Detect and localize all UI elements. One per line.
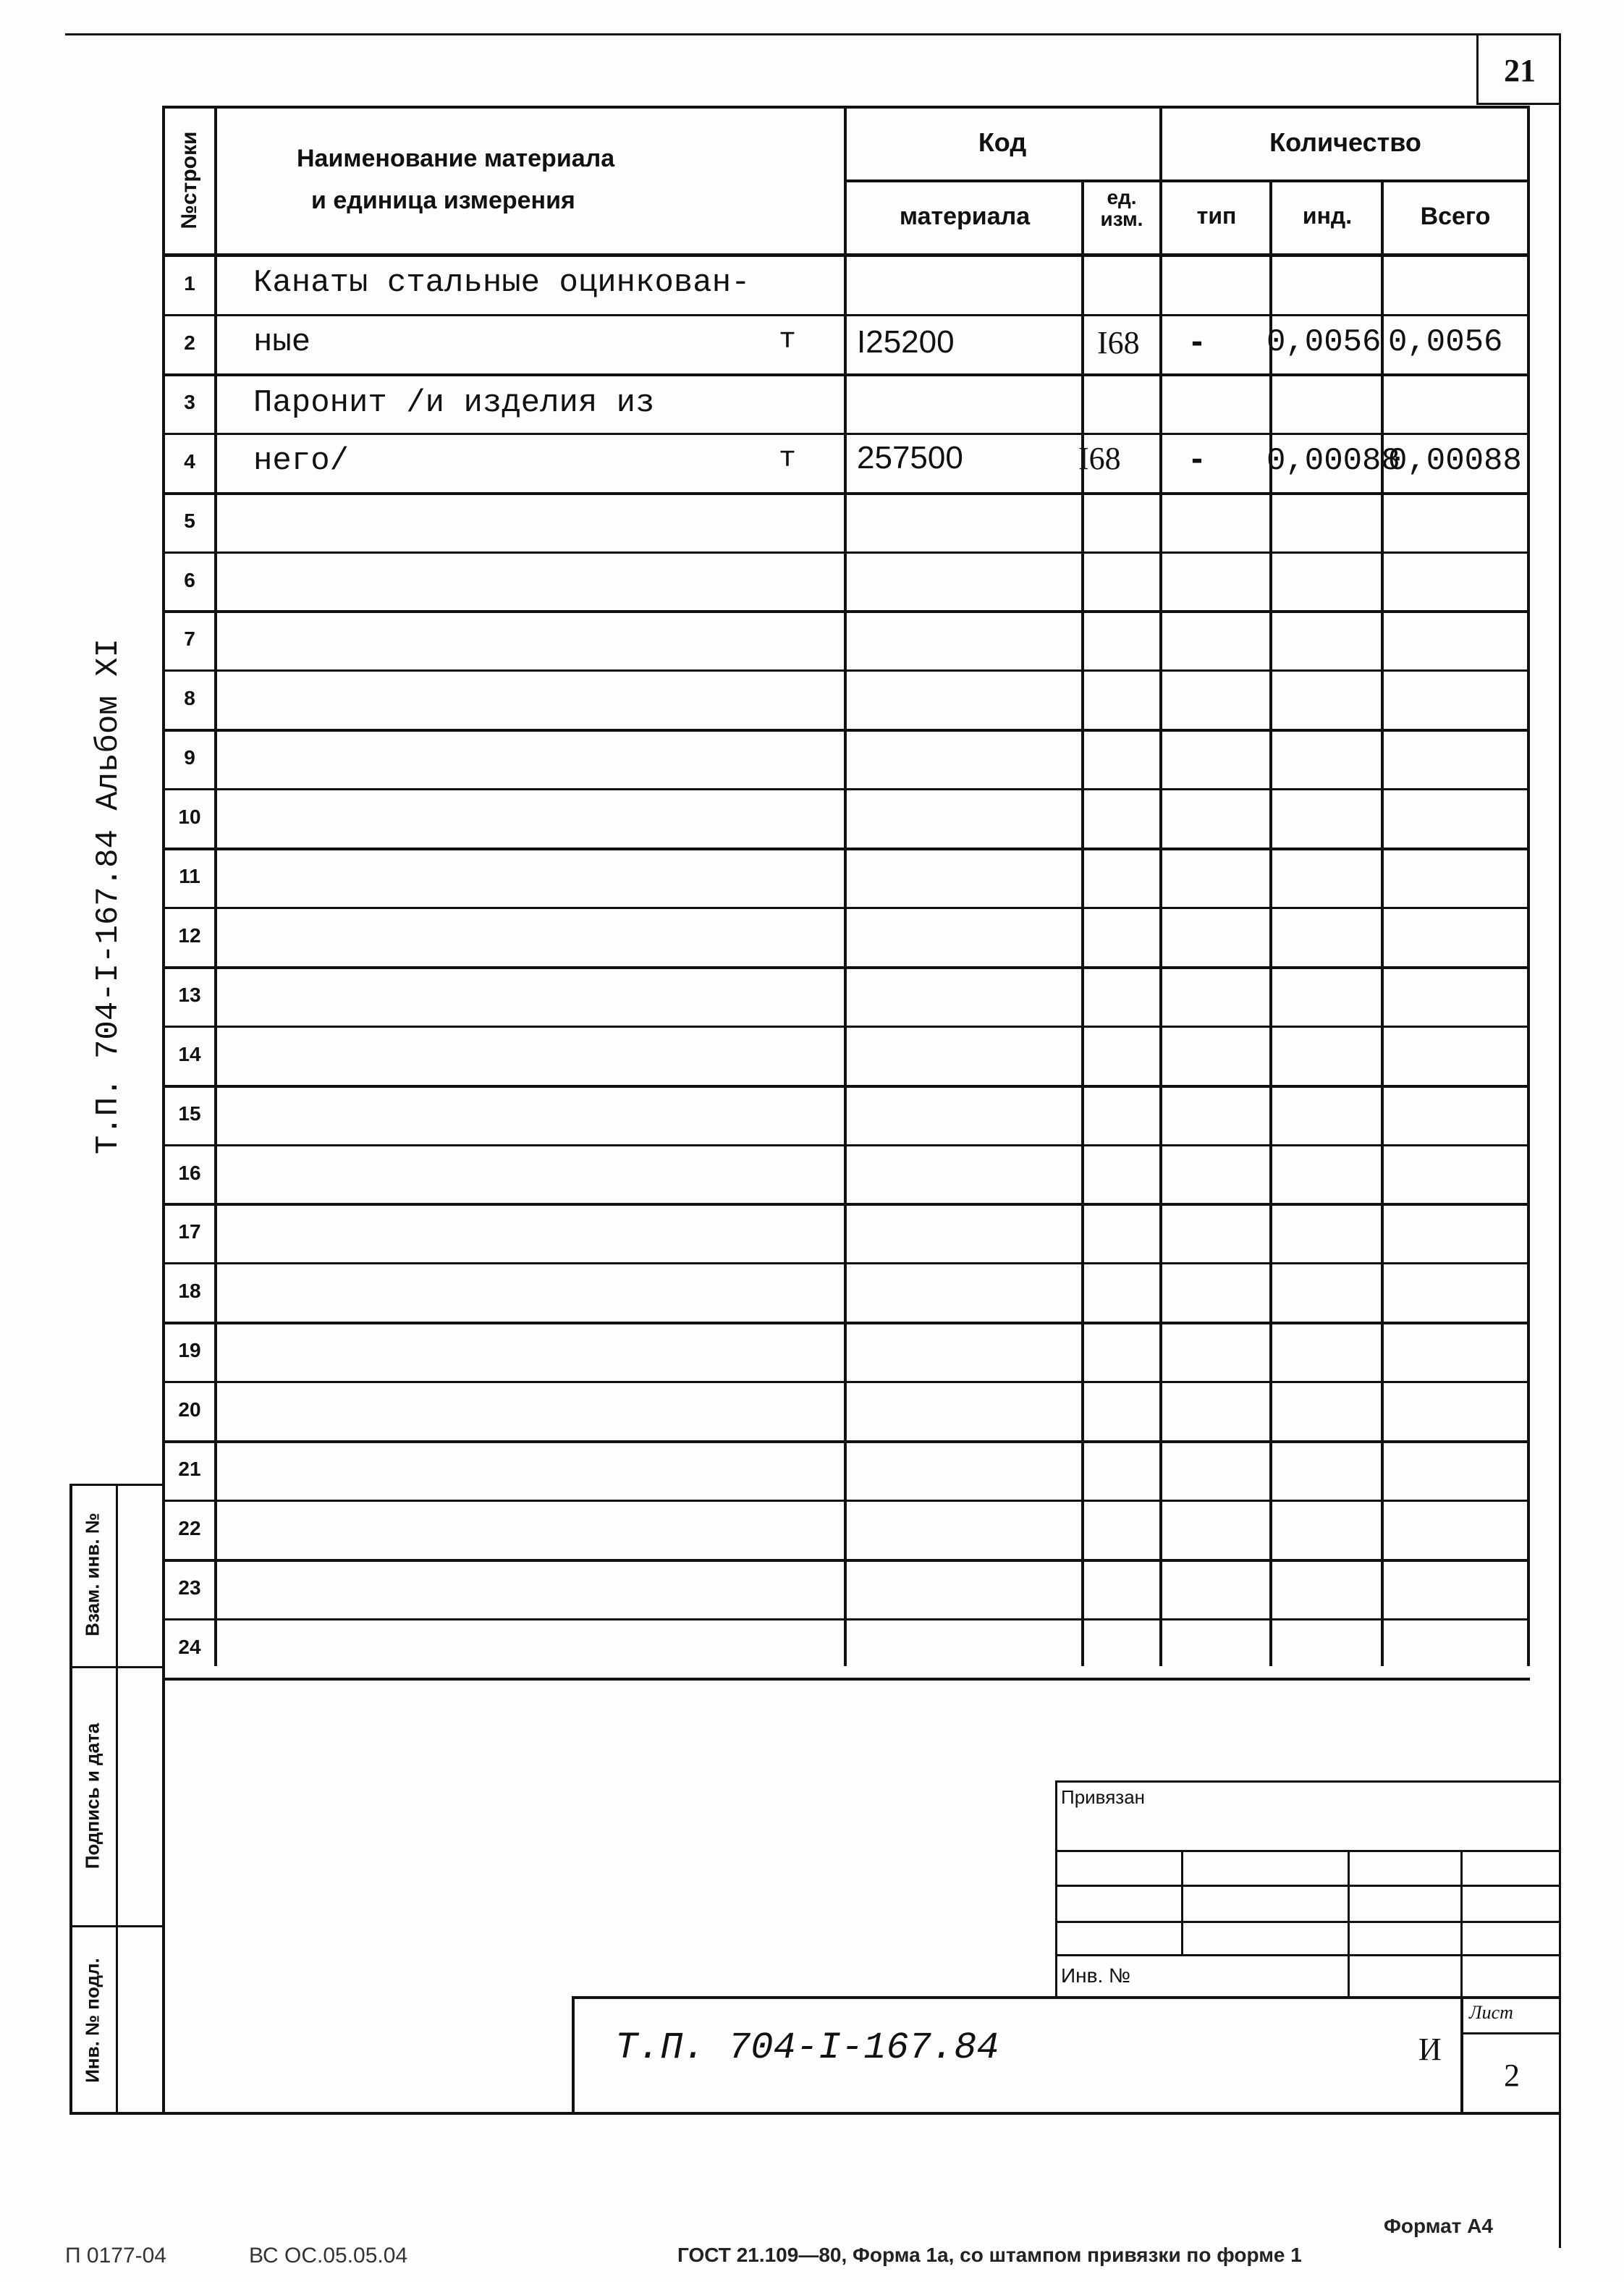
row-number: 14 bbox=[178, 1043, 201, 1065]
header-name-line2: и единица измерения bbox=[311, 187, 575, 214]
margin-podpis-label: Подпись и дата bbox=[81, 1723, 103, 1869]
row-line bbox=[162, 729, 1530, 732]
row-line bbox=[162, 1144, 1530, 1146]
row-number: 24 bbox=[178, 1636, 201, 1658]
row-line bbox=[162, 552, 1530, 554]
title-doc-code: Т.П. 704-I-167.84 bbox=[615, 2027, 999, 2069]
row-number: 16 bbox=[178, 1162, 201, 1184]
margin-vzam-label: Взам. инв. № bbox=[81, 1513, 103, 1636]
row-4-name: него/ bbox=[253, 443, 350, 479]
header-qty-group: Количество bbox=[1269, 127, 1421, 157]
row-line bbox=[162, 433, 1530, 435]
row-number: 11 bbox=[179, 865, 200, 887]
row-2-type: - bbox=[1191, 322, 1203, 360]
margin-inv-label: Инв. № подл. bbox=[81, 1958, 103, 2083]
title-block-top bbox=[572, 1996, 1560, 1999]
header-code-group: Код bbox=[978, 127, 1027, 157]
header-code-unit: ед. изм. bbox=[1100, 186, 1143, 230]
row-line bbox=[162, 1500, 1530, 1502]
row-4-total: 0,00088 bbox=[1388, 443, 1522, 479]
row-2-unit: т bbox=[779, 324, 797, 357]
row-number: 17 bbox=[178, 1220, 201, 1243]
row-4-unit-code: I68 bbox=[1078, 441, 1121, 476]
footer-left-code-2: ВС ОС.05.05.04 bbox=[249, 2244, 408, 2268]
row-number: 2 bbox=[184, 331, 195, 354]
frame-right bbox=[1559, 33, 1561, 2248]
title-letter: И bbox=[1418, 2032, 1442, 2067]
title-sheet-label: Лист bbox=[1469, 2002, 1513, 2023]
stamp-line-3 bbox=[1055, 1921, 1560, 1923]
row-number: 18 bbox=[178, 1280, 201, 1302]
row-4-ind: 0,00088 bbox=[1266, 443, 1400, 479]
row-2-unit-code: I68 bbox=[1097, 325, 1140, 360]
stamp-col-2 bbox=[1348, 1850, 1350, 1998]
frame-bottom bbox=[69, 2112, 1560, 2115]
header-qty-ind: инд. bbox=[1302, 203, 1353, 229]
row-3-name: Паронит /и изделия из bbox=[253, 385, 655, 421]
row-2-name: ные bbox=[253, 324, 311, 360]
row-line bbox=[162, 1440, 1530, 1443]
header-name-line1: Наименование материала bbox=[297, 145, 615, 172]
row-line bbox=[162, 1262, 1530, 1264]
row-2-code: I25200 bbox=[857, 324, 955, 360]
stamp-left-border bbox=[1055, 1780, 1057, 1998]
row-number: 7 bbox=[184, 627, 195, 650]
row-number: 9 bbox=[184, 746, 195, 769]
title-sheet-number: 2 bbox=[1504, 2058, 1520, 2093]
row-line bbox=[162, 492, 1530, 495]
row-line bbox=[162, 1381, 1530, 1383]
row-number: 3 bbox=[184, 391, 195, 413]
row-line bbox=[162, 669, 1530, 672]
row-number: 19 bbox=[178, 1339, 201, 1361]
row-number: 20 bbox=[178, 1398, 201, 1421]
row-number: 15 bbox=[178, 1102, 201, 1125]
margin-left-border bbox=[69, 1484, 72, 2113]
header-qty-total: Всего bbox=[1420, 203, 1491, 230]
margin-col-sep bbox=[116, 1484, 118, 2113]
stamp-col-1 bbox=[1181, 1850, 1183, 1956]
row-number: 1 bbox=[184, 272, 195, 295]
row-number: 10 bbox=[178, 806, 201, 828]
row-line bbox=[162, 788, 1530, 790]
row-line bbox=[162, 907, 1530, 909]
footer-left-code-1: П 0177-04 bbox=[65, 2244, 166, 2268]
table-right-border bbox=[1527, 106, 1530, 1666]
row-number: 8 bbox=[184, 687, 195, 709]
col-sep-unit bbox=[1159, 106, 1162, 1666]
page-number: 21 bbox=[1504, 53, 1536, 88]
row-number: 21 bbox=[178, 1458, 201, 1480]
row-4-code: 257500 bbox=[857, 440, 963, 476]
row-number: 22 bbox=[178, 1517, 201, 1539]
row-number: 5 bbox=[184, 510, 195, 532]
row-line bbox=[162, 1085, 1530, 1088]
row-line bbox=[162, 314, 1530, 316]
row-4-type: - bbox=[1191, 439, 1203, 478]
row-line bbox=[162, 1322, 1530, 1324]
row-line bbox=[162, 373, 1530, 376]
stamp-privyazan: Привязан bbox=[1061, 1786, 1146, 1808]
header-code-material: материала bbox=[899, 203, 1031, 230]
header-sub-line bbox=[844, 179, 1530, 182]
header-bottom-line bbox=[162, 253, 1530, 257]
row-2-total: 0,0056 bbox=[1388, 324, 1503, 360]
row-line bbox=[162, 1026, 1530, 1028]
stamp-line-1 bbox=[1055, 1850, 1560, 1852]
page-number-box-left bbox=[1476, 33, 1479, 104]
footer-format: Формат А4 bbox=[1384, 2215, 1493, 2237]
margin-line-1 bbox=[69, 1666, 164, 1668]
frame-top bbox=[65, 33, 1560, 35]
row-number: 13 bbox=[178, 984, 201, 1006]
stamp-top bbox=[1055, 1780, 1560, 1783]
row-line bbox=[162, 1678, 1530, 1681]
row-line bbox=[162, 1203, 1530, 1206]
col-sep-name bbox=[844, 106, 847, 1666]
title-block-sheet-line bbox=[1460, 2032, 1560, 2034]
row-number: 6 bbox=[184, 569, 195, 591]
margin-top-line bbox=[69, 1484, 164, 1486]
row-line bbox=[162, 610, 1530, 613]
stamp-line-4 bbox=[1055, 1954, 1560, 1956]
row-line bbox=[162, 1618, 1530, 1620]
frame-left-lower bbox=[162, 1666, 165, 2113]
title-block-left bbox=[572, 1996, 575, 2115]
row-2-ind: 0,0056 bbox=[1266, 324, 1382, 360]
table-top-border bbox=[162, 106, 1530, 109]
stamp-line-2 bbox=[1055, 1885, 1560, 1887]
row-number: 4 bbox=[184, 450, 195, 473]
page-number-box-bottom bbox=[1476, 103, 1560, 105]
row-number: 23 bbox=[178, 1576, 201, 1599]
row-number: 12 bbox=[178, 924, 201, 947]
footer-gost: ГОСТ 21.109—80, Форма 1а, со штампом привязки по форме 1 bbox=[677, 2244, 1302, 2266]
stamp-inv-no: Инв. № bbox=[1061, 1964, 1131, 1987]
header-row-number: №строки bbox=[177, 131, 201, 229]
row-line bbox=[162, 966, 1530, 969]
row-line bbox=[162, 1559, 1530, 1562]
header-qty-type: тип bbox=[1196, 203, 1237, 229]
stamp-col-3 bbox=[1460, 1850, 1463, 1998]
side-label: Т.П. 704-I-167.84 Альбом XI bbox=[90, 638, 127, 1154]
row-4-unit: т bbox=[779, 443, 797, 476]
title-block-sheet-sep bbox=[1460, 1996, 1463, 2115]
row-line bbox=[162, 848, 1530, 850]
row-1-name: Канаты стальные оцинкован- bbox=[253, 265, 750, 301]
